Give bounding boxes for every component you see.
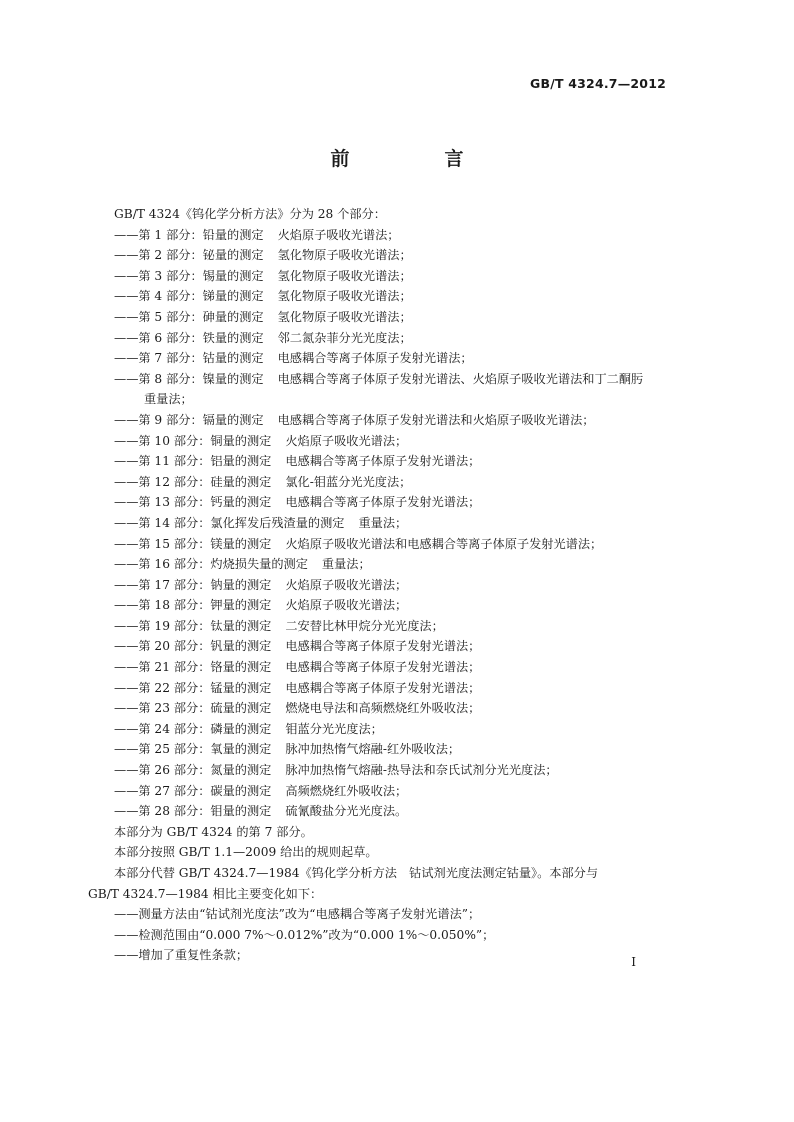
part-list-item: [88, 657, 678, 678]
part-method: 二安替比林甲烷分光光度法；: [285, 618, 444, 633]
part-method: 氯化-钼蓝分光光度法；: [285, 474, 412, 489]
intro-line: GB/T 4324《钨化学分析方法》分为 28 个部分：: [114, 207, 386, 221]
part-list-item: [88, 225, 678, 246]
part-label: ——第 1 部分：: [114, 227, 203, 242]
part-label: ——第 24 部分：: [114, 721, 211, 736]
part-item: 硫量的测定: [210, 701, 272, 716]
part-list-item: [88, 534, 678, 555]
part-method: 电感耦合等离子体原子发射光谱法；: [285, 639, 481, 654]
part-method: 电感耦合等离子体原子发射光谱法；: [285, 495, 481, 510]
change-item-range: ——检测范围由“0.000 7%～0.012%”改为“0.000 1%～0.050%”；: [114, 927, 495, 942]
part-list-item-continuation: 重量法；: [144, 392, 193, 407]
part-list-item: [88, 801, 678, 822]
part-list-item: [88, 307, 678, 328]
change-item-method: ——测量方法由“钴试剂光度法”改为“电感耦合等离子发射光谱法”；: [114, 907, 481, 922]
part-method: 重量法；: [321, 557, 371, 572]
part-list-item: [88, 636, 678, 657]
part-list-item: [88, 678, 678, 699]
part-label: ——第 14 部分：: [114, 515, 211, 530]
parts-list: [88, 225, 678, 822]
part-list-item: [88, 719, 678, 740]
part-label: ——第 26 部分：: [114, 763, 211, 778]
part-list-item: [88, 554, 678, 575]
part-label: ——第 15 部分：: [114, 536, 211, 551]
part-method: 硫氰酸盐分光光度法。: [285, 804, 408, 819]
part-method: 火焰原子吸收光谱法；: [285, 598, 408, 613]
part-list-item: [88, 781, 678, 802]
part-item: 铋量的测定: [202, 248, 264, 263]
part-label: ——第 11 部分：: [114, 454, 211, 469]
part-label: ——第 22 部分：: [114, 680, 211, 695]
part-item: 钙量的测定: [210, 495, 272, 510]
part-item: 锡量的测定: [202, 268, 264, 283]
part-item: 镉量的测定: [202, 412, 264, 427]
part-item: 锑量的测定: [202, 289, 264, 304]
part-item: 铁量的测定: [202, 330, 264, 345]
part-item: 氯化挥发后残渣量的测定: [210, 515, 345, 530]
part-label: ——第 28 部分：: [114, 804, 211, 819]
part-list-item: [88, 266, 678, 287]
part-item: 钾量的测定: [210, 598, 272, 613]
part-method: 氢化物原子吸收光谱法；: [277, 309, 412, 324]
part-item: 钴量的测定: [202, 351, 264, 366]
part-item: 铬量的测定: [210, 660, 272, 675]
part-method: 氢化物原子吸收光谱法；: [277, 268, 412, 283]
part-item: 镁量的测定: [210, 536, 272, 551]
part-item: 钼量的测定: [210, 804, 272, 819]
part-item: 砷量的测定: [202, 309, 264, 324]
part-method: 氢化物原子吸收光谱法；: [277, 248, 412, 263]
part-label: ——第 25 部分：: [114, 742, 211, 757]
part-label: ——第 16 部分：: [114, 557, 211, 572]
part-item: 碳量的测定: [210, 783, 272, 798]
part-item: 氮量的测定: [210, 763, 272, 778]
part-item: 钒量的测定: [210, 639, 272, 654]
part-method: 电感耦合等离子体原子发射光谱法和火焰原子吸收光谱法；: [277, 412, 595, 427]
part-label: ——第 7 部分：: [114, 351, 203, 366]
part-list-item: [88, 286, 678, 307]
part-list-item: [88, 492, 678, 513]
standard-number: GB/T 4324.7—2012: [530, 76, 666, 91]
part-item: 铝量的测定: [210, 454, 272, 469]
part-label: ——第 4 部分：: [114, 289, 203, 304]
part-method: 高频燃烧红外吸收法；: [285, 783, 408, 798]
part-list-item: [88, 348, 678, 369]
page-title: 前 言: [330, 148, 502, 170]
paragraph-replaces-cont: GB/T 4324.7—1984 相比主要变化如下：: [88, 886, 323, 901]
part-method: 脉冲加热惰气熔融-热导法和奈氏试剂分光光度法；: [285, 763, 558, 778]
part-label: ——第 19 部分：: [114, 618, 211, 633]
part-list-item: [88, 616, 678, 637]
part-list-item: [88, 513, 678, 534]
part-list-item: [88, 472, 678, 493]
part-label: ——第 2 部分：: [114, 248, 203, 263]
part-label: ——第 9 部分：: [114, 412, 203, 427]
part-list-item: [88, 739, 678, 760]
part-label: ——第 20 部分：: [114, 639, 211, 654]
part-method: 重量法；: [358, 515, 408, 530]
part-list-item: [88, 369, 678, 390]
part-method: 电感耦合等离子体原子发射光谱法；: [285, 660, 481, 675]
part-label: ——第 8 部分：: [114, 371, 203, 386]
part-method: 火焰原子吸收光谱法和电感耦合等离子体原子发射光谱法；: [285, 536, 603, 551]
part-method: 火焰原子吸收光谱法；: [285, 577, 408, 592]
part-item: 铜量的测定: [210, 433, 272, 448]
paragraph-drafting-rules: 本部分按照 GB/T 1.1—2009 给出的规则起草。: [114, 845, 378, 860]
part-label: ——第 5 部分：: [114, 309, 203, 324]
paragraph-part-number: 本部分为 GB/T 4324 的第 7 部分。: [114, 824, 313, 839]
part-method: 电感耦合等离子体原子发射光谱法；: [285, 680, 481, 695]
part-method: 火焰原子吸收光谱法；: [285, 433, 408, 448]
paragraph-replaces: 本部分代替 GB/T 4324.7—1984《钨化学分析方法 钴试剂光度法测定钴量》。本部分与: [114, 866, 599, 880]
part-item: 硅量的测定: [210, 474, 272, 489]
part-label: ——第 17 部分：: [114, 577, 211, 592]
part-list-item: [88, 575, 678, 596]
part-method: 氢化物原子吸收光谱法；: [277, 289, 412, 304]
part-method: 电感耦合等离子体原子发射光谱法、火焰原子吸收光谱法和丁二酮肟: [277, 371, 644, 386]
part-method: 电感耦合等离子体原子发射光谱法；: [285, 454, 481, 469]
part-item: 锰量的测定: [210, 680, 272, 695]
part-label: ——第 3 部分：: [114, 268, 203, 283]
part-item: 钠量的测定: [210, 577, 272, 592]
part-item: 氧量的测定: [210, 742, 272, 757]
part-method: 钼蓝分光光度法；: [285, 721, 383, 736]
change-item-repeatability: ——增加了重复性条款；: [114, 948, 249, 963]
part-list-item: [88, 595, 678, 616]
part-method: 电感耦合等离子体原子发射光谱法；: [277, 351, 473, 366]
part-label: ——第 23 部分：: [114, 701, 211, 716]
part-method: 火焰原子吸收光谱法；: [277, 227, 400, 242]
part-list-item: [88, 760, 678, 781]
part-list-item: [88, 451, 678, 472]
part-item: 灼烧损失量的测定: [210, 557, 308, 572]
part-list-item: [88, 410, 678, 431]
part-item: 镍量的测定: [202, 371, 264, 386]
foreword-body: [88, 204, 678, 966]
part-list-item: [88, 698, 678, 719]
part-label: ——第 27 部分：: [114, 783, 211, 798]
part-label: ——第 13 部分：: [114, 495, 211, 510]
part-method: 燃烧电导法和高频燃烧红外吸收法；: [285, 701, 481, 716]
part-label: ——第 10 部分：: [114, 433, 211, 448]
part-label: ——第 6 部分：: [114, 330, 203, 345]
part-list-item: [88, 245, 678, 266]
part-label: ——第 21 部分：: [114, 660, 211, 675]
part-item: 磷量的测定: [210, 721, 272, 736]
part-list-item: [88, 431, 678, 452]
part-item: 铅量的测定: [202, 227, 264, 242]
part-method: 邻二氮杂菲分光光度法；: [277, 330, 412, 345]
part-label: ——第 18 部分：: [114, 598, 211, 613]
part-list-item: [88, 328, 678, 349]
part-label: ——第 12 部分：: [114, 474, 211, 489]
part-method: 脉冲加热惰气熔融-红外吸收法；: [285, 742, 461, 757]
page-number: I: [631, 955, 636, 969]
part-item: 钛量的测定: [210, 618, 272, 633]
